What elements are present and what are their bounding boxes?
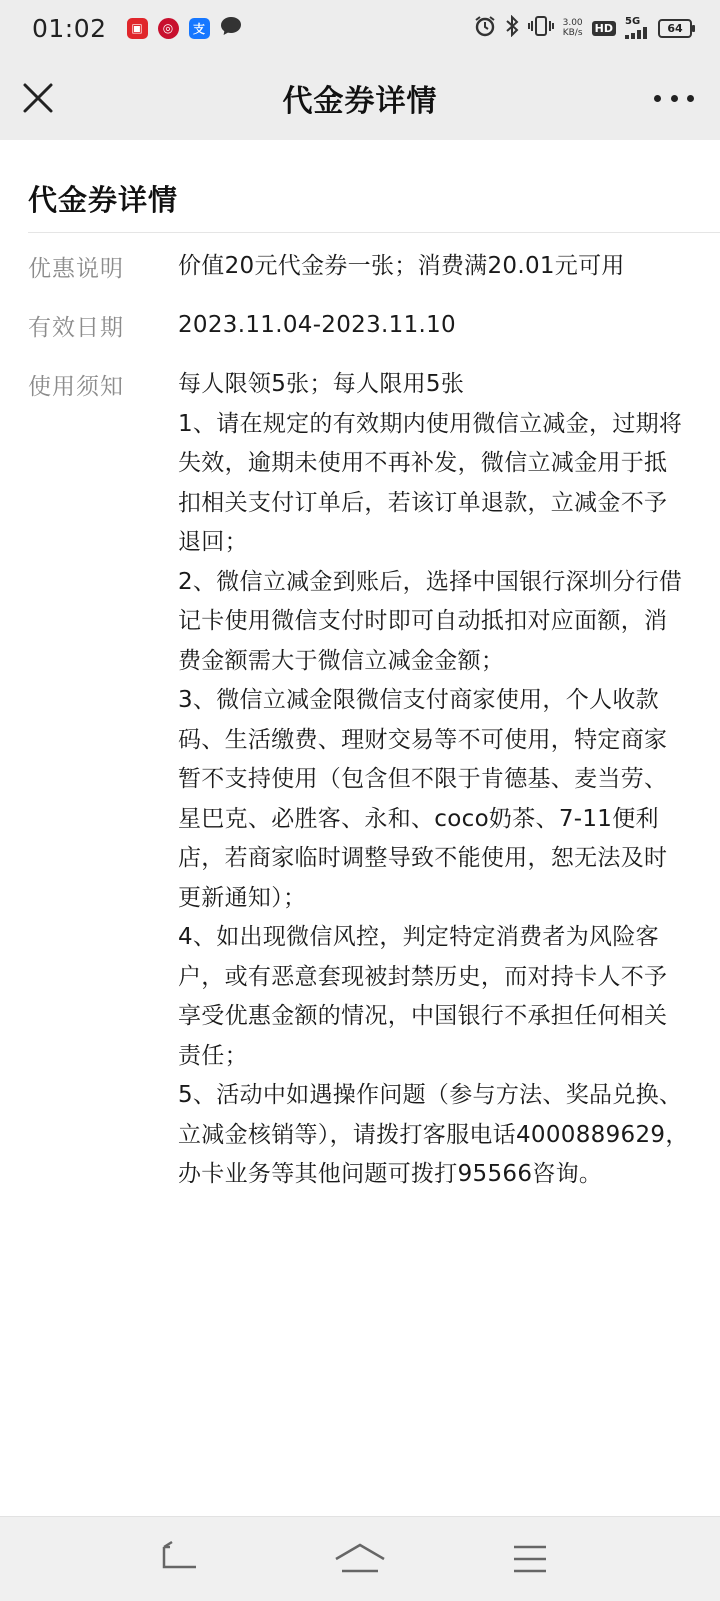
label-usage-notes: 使用须知 <box>28 374 124 400</box>
home-button[interactable] <box>330 1539 390 1579</box>
back-icon <box>150 1539 210 1579</box>
status-bar <box>0 0 720 56</box>
alarm-icon <box>474 15 496 41</box>
nav-bar <box>0 56 720 140</box>
value-usage-notes: 每人限领5张；每人限用5张 1、请在规定的有效期内使用微信立减金，过期将失效，逾期未使用不再补发，微信立减金用于抵扣相关支付订单后，若该订单退款，立减金不予退回； 2、微信立减金到账后，选择中国银行深圳分行借记卡使用微信支付时即可自动抵扣对应面额，消费金额需大于微信立减金金额； 3、微信立减金限微信支付商家使用，个人收款码、生活缴费、理财交易等不可使用，特定商家暂不支持使用（包含但不限于肯德基、麦当劳、星巴克、必胜客、永和、coco奶茶、7-11便利店，若商家临时调整导致不能使用，恕无法及时更新通知）； 4、如出现微信风控，判定特定消费者为风险客户，或有恶意套现被封禁历史，而对持卡人不予享受优惠金额的情况，中国银行不承担任何相关责任； 5、活动中如遇操作问题（参与方法、奖品兑换、立减金核销等），请拨打客服电话4000889629，办卡业务等其他问题可拨打95566咨询。 <box>178 371 689 1187</box>
page-title: 代金券详情 <box>282 84 438 119</box>
more-icon <box>671 95 678 102</box>
hd-badge: HD <box>592 21 616 36</box>
network-type: 5G <box>625 16 641 27</box>
status-bar-right <box>474 15 692 41</box>
close-icon <box>20 80 56 116</box>
vibrate-icon <box>528 15 554 41</box>
cellular-signal <box>625 17 649 39</box>
value-discount-desc: 价值20元代金券一张；消费满20.01元可用 <box>178 253 625 279</box>
menu-button[interactable] <box>500 1539 560 1579</box>
battery-level: 64 <box>667 21 683 35</box>
status-bar-left <box>32 14 242 43</box>
back-button[interactable] <box>150 1539 210 1579</box>
close-button[interactable] <box>20 80 56 116</box>
label-discount-desc: 优惠说明 <box>28 256 124 282</box>
alipay-icon: 支 <box>189 18 210 39</box>
network-speed-value: 3.00 <box>562 18 583 28</box>
divider <box>28 232 720 233</box>
battery-icon <box>658 19 692 38</box>
value-valid-date: 2023.11.04-2023.11.10 <box>178 312 456 338</box>
label-valid-date: 有效日期 <box>28 315 124 341</box>
more-icon <box>654 95 661 102</box>
app-notification-icon: ▣ <box>127 18 148 39</box>
home-icon <box>330 1539 390 1579</box>
signal-bars-icon <box>625 27 649 39</box>
menu-icon <box>500 1539 560 1579</box>
message-icon <box>220 16 242 40</box>
system-nav-bar <box>0 1516 720 1601</box>
network-speed <box>563 18 583 38</box>
more-icon <box>687 95 694 102</box>
bluetooth-icon <box>505 15 519 41</box>
network-speed-unit: KB/s <box>562 28 583 38</box>
section-title: 代金券详情 <box>28 183 179 217</box>
bank-app-icon: ◎ <box>158 18 179 39</box>
more-button[interactable] <box>654 86 694 110</box>
status-time: 01:02 <box>32 13 107 43</box>
